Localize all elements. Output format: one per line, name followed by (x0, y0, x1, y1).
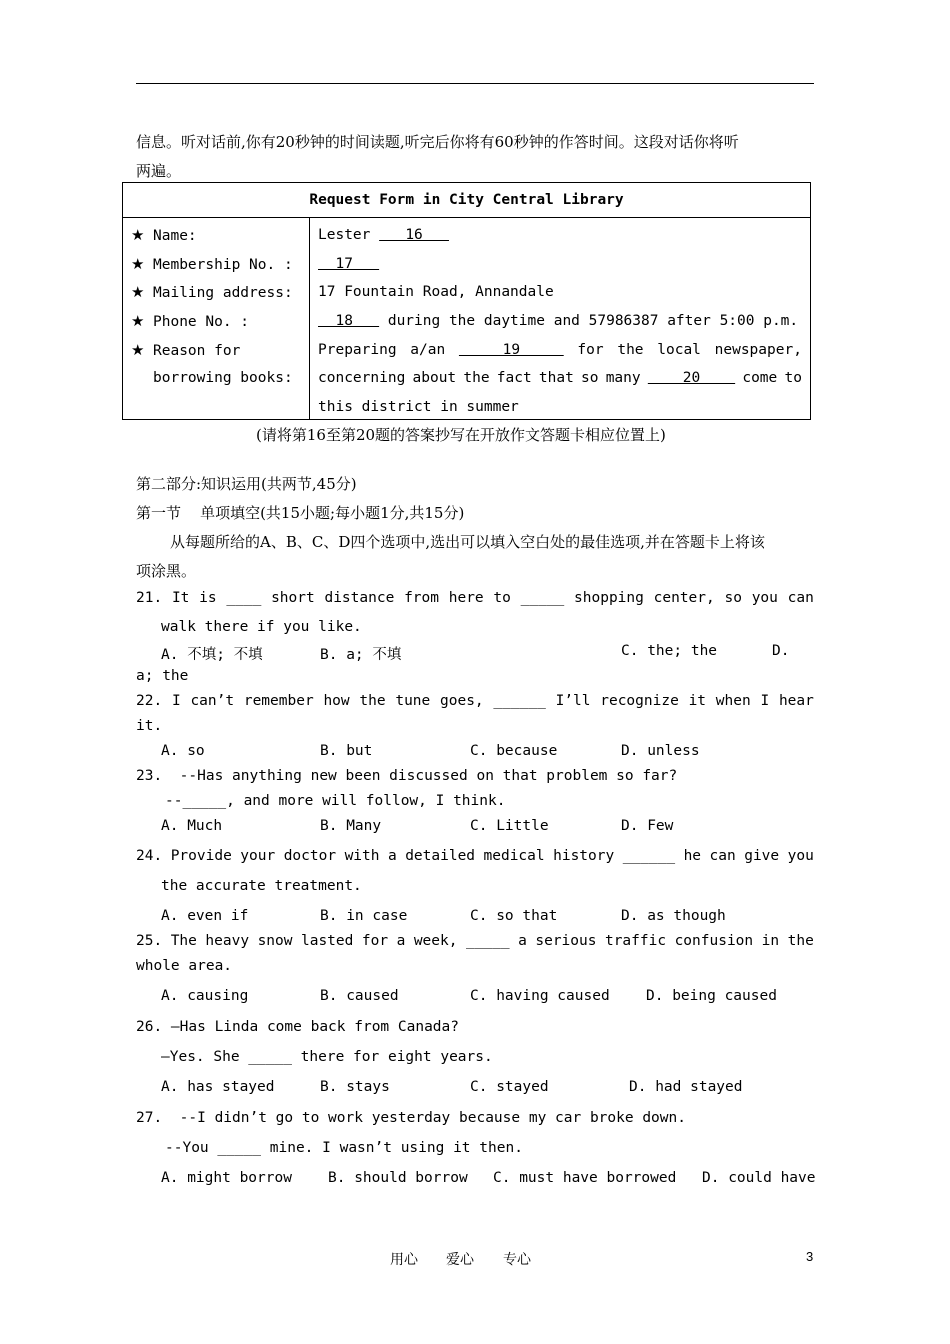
section1-heading: 第一节 单项填空(共15小题;每小题1分,共15分) (136, 504, 465, 522)
footer-motto-2: 爱心 (446, 1252, 474, 1268)
q27-option-a: A. might borrow (161, 1170, 292, 1186)
q22-option-b: B. but (320, 743, 373, 759)
question-22: 22. I can’t remember how the tune goes, ______ I’ll recognize it when I hear (136, 693, 814, 709)
label-membership: ★ Membership No. : (123, 250, 309, 279)
q22-option-c: C. because (470, 743, 558, 759)
form-labels-cell (123, 218, 310, 420)
q24-option-a: A. even if (161, 908, 249, 924)
q23-option-c: C. Little (470, 818, 549, 834)
q26-option-a: A. has stayed (161, 1079, 275, 1095)
question-25: 25. The heavy snow lasted for a week, _____ a serious traffic confusion in the (136, 933, 814, 949)
value-address: 17 Fountain Road, Annandale (318, 284, 554, 301)
question-24: 24. Provide your doctor with a detailed medical history ______ he can give you (136, 848, 814, 864)
star-icon: ★ (131, 312, 145, 331)
instruction-line-1: 从每题所给的A、B、C、D四个选项中,选出可以填入空白处的最佳选项,并在答题卡上将该 (170, 533, 765, 551)
question-24-cont: the accurate treatment. (161, 878, 362, 894)
q22-option-d: D. unless (621, 743, 700, 759)
q23-option-d: D. Few (621, 818, 674, 834)
label-reason: ★ Reason for (123, 336, 309, 365)
request-form-table (122, 182, 811, 420)
q27-option-b: B. should borrow (328, 1170, 468, 1186)
question-27: 27. --I didn’t go to work yesterday because my car broke down. (136, 1110, 686, 1126)
label-name: ★ Name: (123, 221, 309, 250)
question-21-cont: walk there if you like. (161, 619, 362, 635)
blank-19: 19 (458, 341, 564, 358)
label-mailing: ★ Mailing address: (123, 278, 309, 307)
q23-option-b: B. Many (320, 818, 382, 834)
question-22-cont: it. (136, 718, 163, 734)
q25-option-a: A. causing (161, 988, 249, 1004)
blank-16: 16 (379, 227, 449, 243)
intro-line-2: 两遍。 (136, 162, 182, 180)
q21-option-d-cont: a; the (136, 668, 189, 684)
q25-option-d: D. being caused (646, 988, 777, 1004)
value-reason-line-2: concerning about the fact that so many 20 come to (310, 364, 810, 393)
q24-option-b: B. in case (320, 908, 408, 924)
header-rule (136, 83, 814, 84)
star-icon: ★ (131, 254, 145, 273)
footer-motto-3: 专心 (503, 1252, 531, 1268)
label-reason-cont: borrowing books: (153, 370, 293, 387)
q21-option-b: B. a; 不填 (320, 647, 402, 663)
question-27-reply: --You _____ mine. I wasn’t using it then. (165, 1140, 523, 1156)
intro-line-1: 信息。听对话前,你有20秒钟的时间读题,听完后你将有60秒钟的作答时间。这段对话你将听 (136, 133, 739, 151)
star-icon: ★ (131, 340, 145, 359)
form-values-cell (310, 218, 811, 420)
q24-option-c: C. so that (470, 908, 558, 924)
value-name: Lester 16 (318, 227, 449, 243)
value-membership (310, 250, 810, 279)
q26-option-b: B. stays (320, 1079, 390, 1095)
value-reason-line-1: Preparing a/an 19 for the local newspaper, (310, 336, 810, 365)
q25-option-c: C. having caused (470, 988, 610, 1004)
q25-option-b: B. caused (320, 988, 399, 1004)
question-21: 21. It is ____ short distance from here to _____ shopping center, so you can (136, 590, 814, 606)
form-note: (请将第16至第20题的答案抄写在开放作文答题卡相应位置上) (256, 426, 666, 444)
q27-option-d: D. could have (702, 1170, 816, 1186)
instruction-line-2: 项涂黑。 (136, 562, 197, 580)
footer-motto-1: 用心 (390, 1252, 418, 1268)
star-icon: ★ (131, 226, 145, 244)
q26-option-c: C. stayed (470, 1079, 549, 1095)
q21-option-a: A. 不填; 不填 (161, 647, 263, 663)
q26-option-d: D. had stayed (629, 1079, 743, 1095)
q22-option-a: A. so (161, 743, 205, 759)
value-reason-line-3: this district in summer (318, 399, 519, 416)
part2-heading: 第二部分:知识运用(共两节,45分) (136, 475, 357, 493)
page-number: 3 (806, 1249, 814, 1264)
form-title: Request Form in City Central Library (123, 183, 811, 218)
q21-option-c: C. the; the (621, 643, 718, 659)
blank-18: 18 (318, 313, 380, 330)
label-phone: ★ Phone No. : (123, 307, 309, 336)
question-23: 23. --Has anything new been discussed on that problem so far? (136, 768, 678, 784)
question-23-reply: --_____, and more will follow, I think. (165, 793, 506, 809)
blank-20: 20 (647, 370, 736, 387)
question-25-cont: whole area. (136, 958, 233, 974)
q27-option-c: C. must have borrowed (493, 1170, 677, 1186)
q21-option-d: D. (772, 643, 790, 659)
question-26: 26. —Has Linda come back from Canada? (136, 1019, 460, 1035)
q23-option-a: A. Much (161, 818, 223, 834)
blank-17: 17 (318, 255, 380, 272)
q24-option-d: D. as though (621, 908, 726, 924)
question-26-reply: —Yes. She _____ there for eight years. (161, 1049, 493, 1065)
value-phone: 18 during the daytime and 57986387 after 5:00 p.m. (318, 313, 799, 330)
star-icon: ★ (131, 283, 145, 302)
